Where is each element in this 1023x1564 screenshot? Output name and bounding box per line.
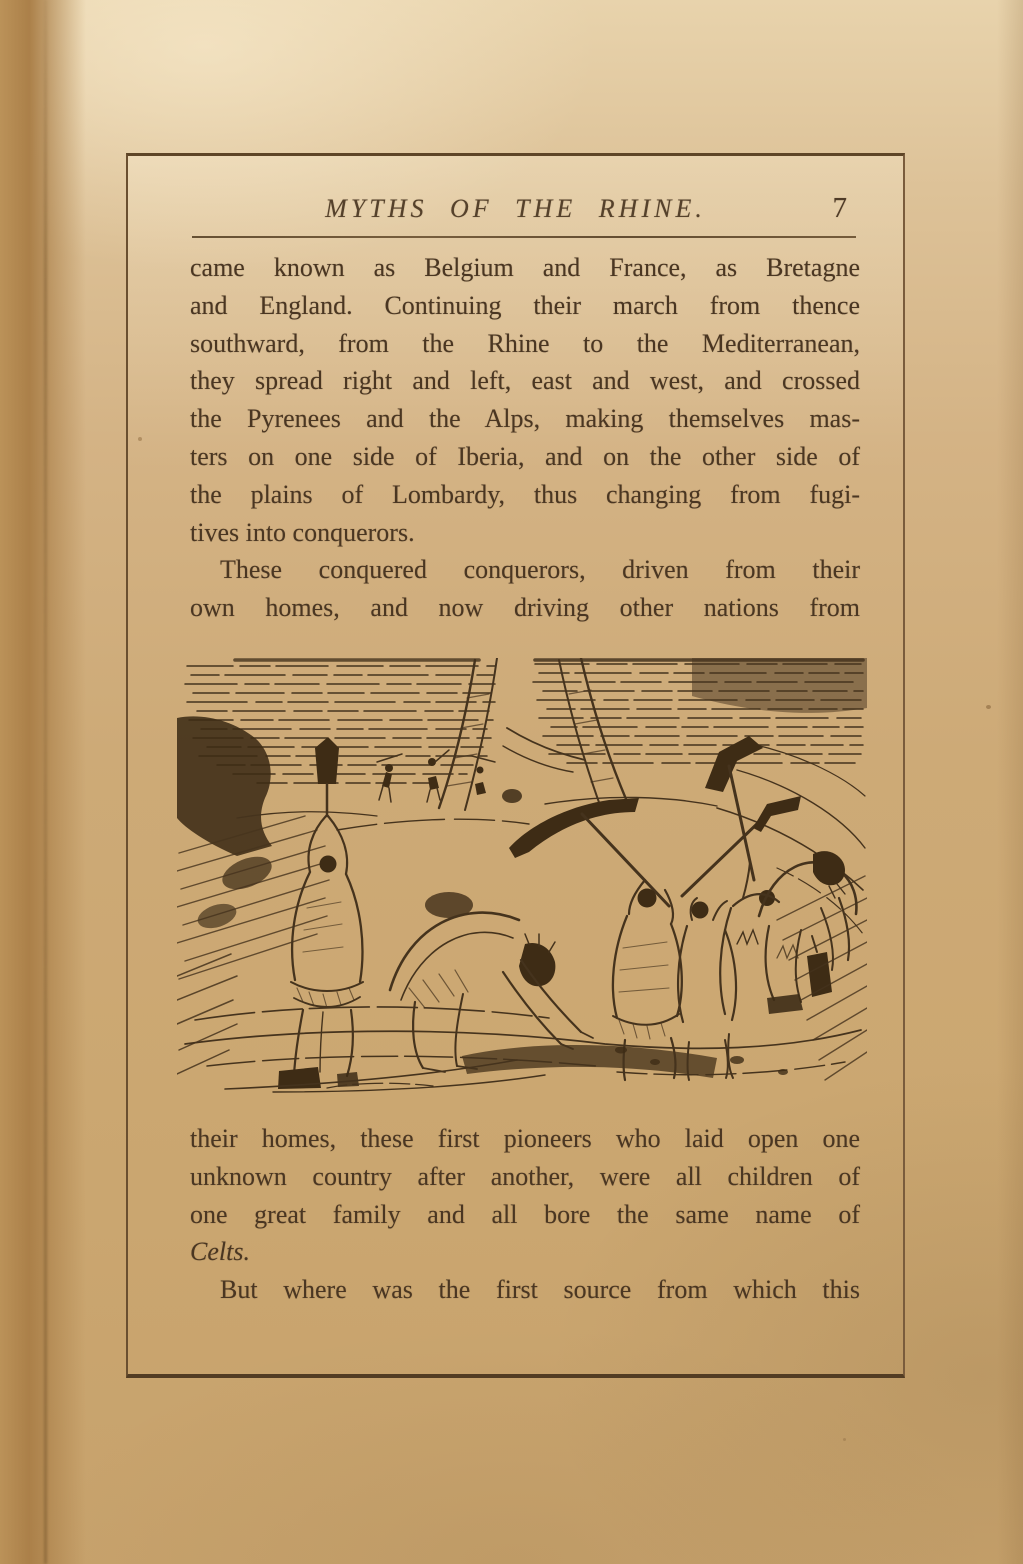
text-line: own homes, and now driving other nations from <box>190 593 860 623</box>
text-line: These conquered conquerors, driven from their <box>220 555 860 585</box>
printed-page-frame <box>126 153 905 1378</box>
woodcut-illustration <box>177 658 867 1093</box>
text-line: came known as Belgium and France, as Bretagne <box>190 253 860 282</box>
text-line: they spread right and left, east and west, and crossed <box>190 366 860 396</box>
text-line: ters on one side of Iberia, and on the other side of <box>190 441 860 471</box>
text-line: Celts. <box>190 1237 250 1267</box>
text-line: But where was the first source from which this <box>220 1275 860 1305</box>
text-line: the Pyrenees and the Alps, making themselves mas- <box>190 404 860 434</box>
body-text-upper <box>190 249 860 627</box>
text-line: tives into conquerors. <box>190 517 415 547</box>
running-head-title: MYTHS OF THE RHINE. <box>325 194 706 223</box>
text-line: one great family and all bore the same name of <box>190 1199 860 1229</box>
header-rule <box>192 236 856 238</box>
text-line: southward, from the Rhine to the Mediterranean, <box>190 328 860 358</box>
text-line: their homes, these first pioneers who laid open one <box>190 1124 860 1153</box>
page-left-deckle-edge <box>0 0 86 1564</box>
paper-speck <box>986 705 991 709</box>
text-line: the plains of Lombardy, thus changing from fugi- <box>190 479 860 509</box>
body-text-lower <box>190 1120 860 1309</box>
page-number: 7 <box>832 192 847 224</box>
text-line: unknown country after another, were all children of <box>190 1161 860 1191</box>
page-tear-line <box>44 0 47 1564</box>
page-right-shadow <box>997 0 1023 1564</box>
text-line: and England. Continuing their march from thence <box>190 290 860 320</box>
paper-speck <box>843 1438 846 1441</box>
